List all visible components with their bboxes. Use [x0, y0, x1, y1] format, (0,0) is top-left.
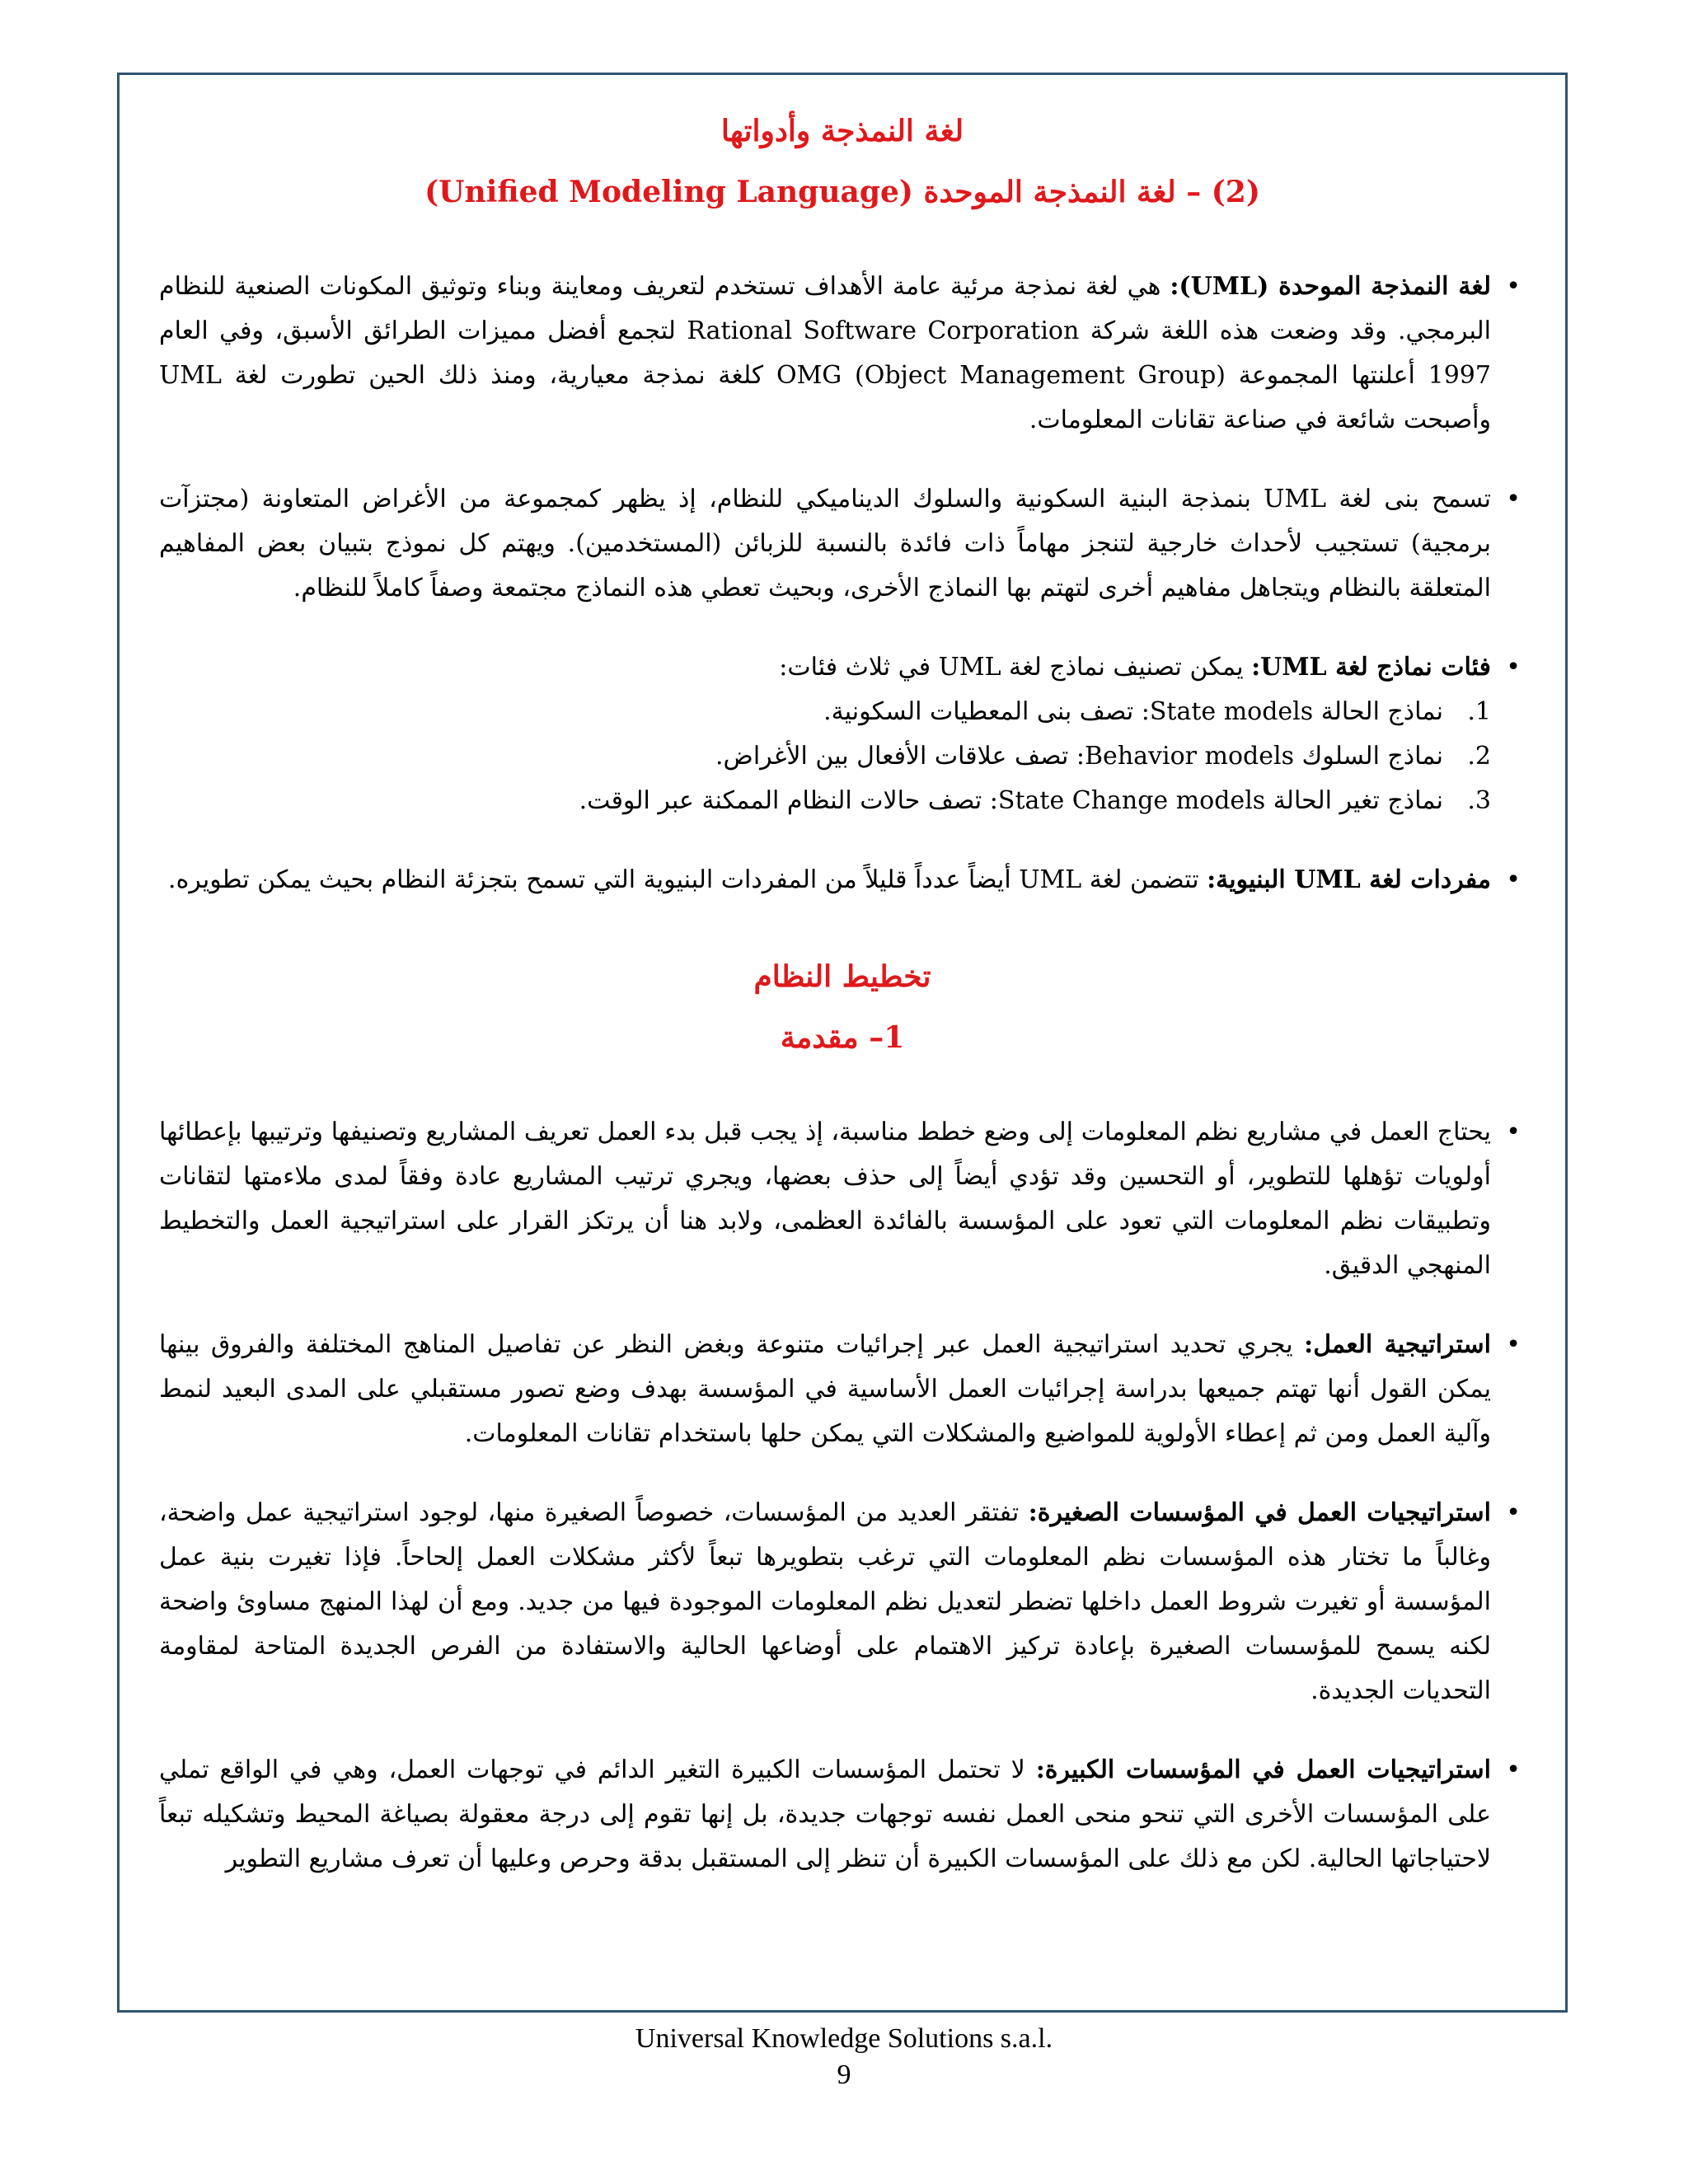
category-text: نماذج تغير الحالة State Change models: تصف حالات النظام الممكنة عبر الوقت. [579, 786, 1443, 815]
uml-bullet-list [159, 265, 1526, 902]
section-subtitle-uml: (2) – لغة النمذجة الموحدة (Unified Modeling Language) [424, 175, 1260, 209]
bullet-text: يحتاج العمل في مشاريع نظم المعلومات إلى وضع خطط مناسبة، إذ يجب قبل بدء العمل تعريف المشاريع وتصنيفها وترتيبها بإعطائها أولويات تؤهلها للتطوير، أو التحسين وقد تؤدي أيضاً إلى حذف بعضها، ويجري ترتيب المشاريع عادة وفقاً لمدى ملاءمتها لتقانات وتطبيقات نظم المعلومات التي تعود على المؤسسة بالفائدة العظمى، ولابد هنا أن يرتكز القرار على استراتيجية العمل والتخطيط المنهجي الدقيق. [159, 1118, 1491, 1280]
category-text: نماذج السلوك Behavior models: تصف علاقات الأفعال بين الأغراض. [715, 742, 1443, 771]
bullet-text: تسمح بنى لغة UML بنمذجة البنية السكونية والسلوك الديناميكي للنظام، إذ يظهر كمجموعة من الأغراض المتعاونة (مجتزآت برمجية) تستجيب لأحداث خارجية لتنجز مهاماً ذات فائدة بالنسبة للزبائن (المستخدمين). ويهتم كل نموذج بتبيان بعض المفاهيم المتعلقة بالنظام ويتجاهل مفاهيم أخرى لتهتم بها النماذج الأخرى، وبحيث تعطي هذه النماذج مجتمعة وصفاً كاملاً للنظام. [159, 485, 1491, 602]
page-content [159, 108, 1526, 1882]
list-item [159, 265, 1526, 443]
bullet-lead: فئات نماذج لغة UML: [1251, 653, 1491, 682]
list-item [159, 1748, 1526, 1882]
footer-page-number: 9 [837, 2060, 851, 2090]
bullet-text: لا تحتمل المؤسسات الكبيرة التغير الدائم في توجهات العمل، وهي في الواقع تملي على المؤسسات الأخرى التي تنحو منحى العمل نفسه توجهات جديدة، بل إنها تقوم إلى درجة معقولة بصياغة المحيط وتشكيله تبعاً لاحتياجاتها الحالية. لكن مع ذلك على المؤسسات الكبيرة أن تنظر إلى المستقبل بدقة وحرص وعليها أن تعرف مشاريع التطوير [159, 1755, 1491, 1873]
category-item [159, 779, 1491, 823]
bullet-text: هي لغة نمذجة مرئية عامة الأهداف تستخدم لتعريف ومعاينة وبناء وتوثيق المكونات الصنعية للنظام البرمجي. وقد وضعت هذه اللغة شركة Rational Software Corporation لتجمع أفضل مميزات الطرائق الأسبق، وفي العام 1997 أعلنتها المجموعة OMG (Object Management Group) كلغة نمذجة معيارية، ومنذ ذلك الحين تطورت لغة UML وأصبحت شائعة في صناعة تقانات المعلومات. [159, 272, 1492, 434]
planning-bullet-list [159, 1110, 1526, 1882]
bullet-text: يمكن تصنيف نماذج لغة UML في ثلاث فئات: [779, 653, 1252, 682]
bullet-lead: لغة النمذجة الموحدة (UML): [1170, 272, 1491, 301]
category-text: نماذج الحالة State models: تصف بنى المعطيات السكونية. [823, 697, 1443, 726]
section-subtitle-intro: 1– مقدمة [780, 1020, 905, 1055]
footer-company: Universal Knowledge Solutions s.a.l. [635, 2023, 1053, 2054]
section-title-modeling: لغة النمذجة وأدواتها [720, 114, 964, 148]
bullet-lead: استراتيجيات العمل في المؤسسات الصغيرة: [1028, 1498, 1491, 1527]
bullet-text: تفتقر العديد من المؤسسات، خصوصاً الصغيرة منها، لوجود استراتيجية عمل واضحة، وغالباً ما تختار هذه المؤسسات نظم المعلومات التي ترغب بتطويرها تبعاً لأكثر مشكلات العمل إلحاحاً. فإذا تغيرت بنية عمل المؤسسة أو تغيرت شروط العمل داخلها تضطر لتعديل نظم المعلومات الموجودة فيها من جديد. ومع أن لهذا المنهج مساوئ واضحة لكنه يسمح للمؤسسات الصغيرة بإعادة تركيز الاهتمام على أوضاعها الحالية والاستفادة من الفرص الجديدة المتاحة لمقاومة التحديات الجديدة. [159, 1498, 1491, 1705]
category-item [159, 690, 1491, 734]
category-number: 2. [1467, 742, 1491, 771]
bullet-text: يجري تحديد استراتيجية العمل عبر إجرائيات متنوعة وبغض النظر عن تفاصيل المناهج المختلفة والفروق بينها يمكن القول أنها تهتم جميعها بدراسة إجرائيات العمل الأساسية في المؤسسة بهدف وضع تصور مستقبلي على المدى البعيد لنمط وآلية العمل ومن ثم إعطاء الأولوية للمواضيع والمشكلات التي يمكن حلها باستخدام تقانات المعلومات. [159, 1330, 1491, 1448]
bullet-lead: استراتيجيات العمل في المؤسسات الكبيرة: [1035, 1755, 1492, 1784]
bullet-text: تتضمن لغة UML أيضاً عدداً قليلاً من المفردات البنيوية التي تسمح بتجزئة النظام بحيث يمكن تطويره. [168, 865, 1207, 894]
category-number: 1. [1467, 697, 1491, 726]
list-item [159, 477, 1526, 611]
category-number: 3. [1467, 786, 1491, 815]
list-item [159, 645, 1526, 823]
list-item [159, 858, 1526, 902]
list-item [159, 1110, 1526, 1288]
list-item [159, 1491, 1526, 1713]
page-frame [117, 73, 1568, 2013]
bullet-lead: استراتيجية العمل: [1304, 1330, 1491, 1359]
section-title-planning: تخطيط النظام [753, 959, 931, 994]
category-item [159, 734, 1491, 779]
bullet-lead: مفردات لغة UML البنيوية: [1207, 865, 1491, 894]
uml-categories-list [159, 690, 1491, 823]
list-item [159, 1323, 1526, 1456]
